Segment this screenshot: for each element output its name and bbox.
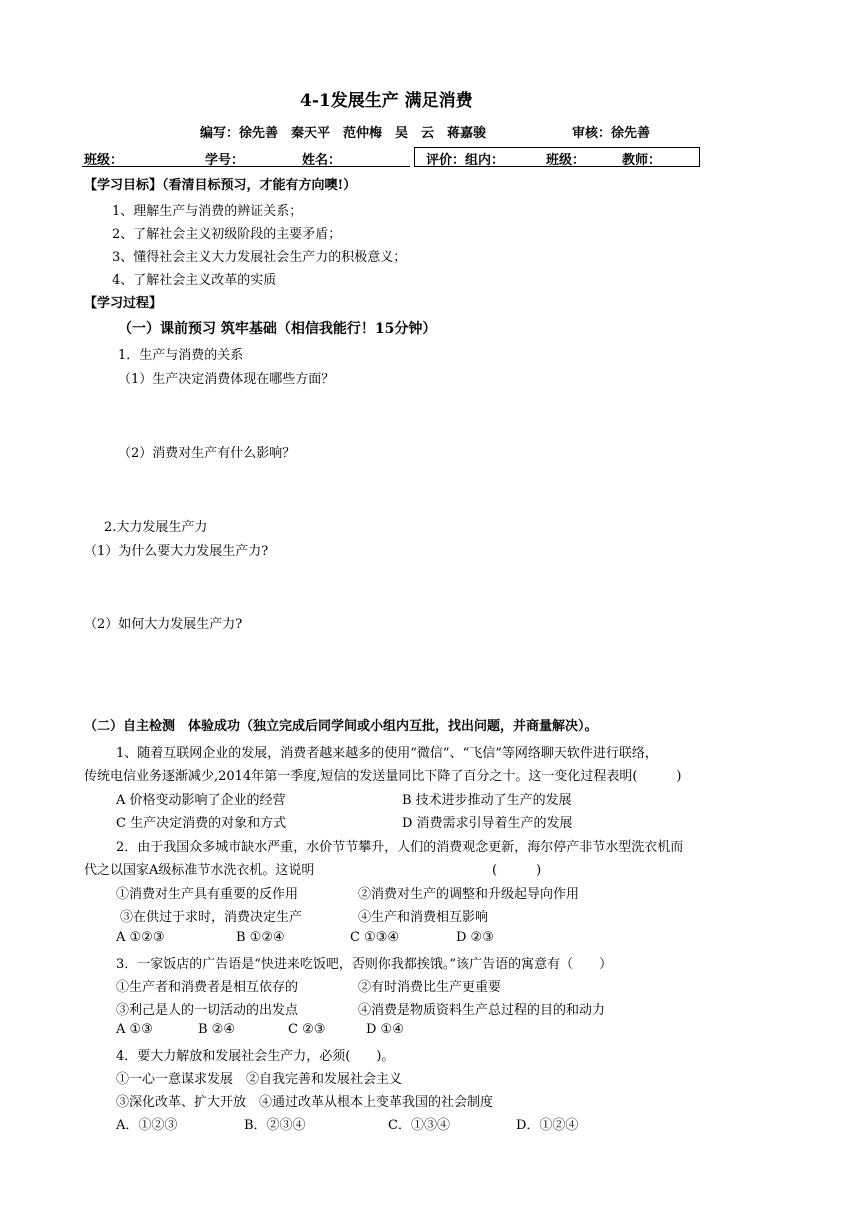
q2-option-a: A ①②③ — [116, 930, 165, 945]
page-title: 4-1发展生产 满足消费 — [300, 91, 473, 111]
q1-sub-b: （2）消费对生产有什么影响？ — [118, 446, 296, 461]
objective-item: 4、了解社会主义改革的实质 — [112, 273, 277, 288]
info-underline — [82, 166, 410, 167]
q4-option-c: C．①③④ — [388, 1118, 450, 1133]
part1-title: （一）课前预习 筑牢基础（相信我能行！15分钟） — [118, 321, 437, 337]
objective-item: 1、理解生产与消费的辨证关系； — [112, 204, 303, 219]
q2-title: 2.大力发展生产力 — [104, 520, 208, 535]
q2-option-d: D ②③ — [456, 930, 494, 945]
q3-option-b: B ②④ — [198, 1022, 235, 1037]
teacher-label: 教师： — [622, 153, 662, 168]
q3-statement-4: ④消费是物质资料生产总过程的目的和动力 — [358, 1003, 606, 1018]
q4-statements-3-4: ③深化改革、扩大开放 ④通过改革从根本上变革我国的社会制度 — [116, 1095, 494, 1110]
part2-title: （二）自主检测 体验成功（独立完成后同学间或小组内互批，找出问题，并商量解决）。 — [84, 719, 598, 734]
q3-option-d: D ①④ — [366, 1022, 404, 1037]
class-label: 班级： — [84, 153, 124, 168]
q1-option-a: A 价格变动影响了企业的经营 — [116, 793, 286, 808]
q2-statement-1: ①消费对生产具有重要的反作用 — [116, 887, 299, 902]
q3-statement-2: ②有时消费比生产更重要 — [358, 980, 502, 995]
q4-option-d: D．①②④ — [516, 1118, 579, 1133]
q3-option-a: A ①③ — [116, 1022, 153, 1037]
process-heading: 【学习过程】 — [84, 296, 163, 311]
q1-option-b: B 技术进步推动了生产的发展 — [402, 793, 572, 808]
q3-stem: 3．一家饭店的广告语是“快进来吃饭吧，否则你我都挨饿。”该广告语的寓意有（ ） — [116, 957, 613, 972]
q2-stem-line1: 2．由于我国众多城市缺水严重，水价节节攀升，人们的消费观念更新，海尔停产非节水型洗衣机而 — [116, 840, 684, 855]
q2-sub-b: （2）如何大力发展生产力? — [84, 617, 243, 632]
number-label: 学号： — [205, 153, 245, 168]
name-label: 姓名： — [302, 153, 342, 168]
authors: 编写：徐先善 秦天平 范仲梅 吴 云 蒋嘉骏 — [200, 126, 487, 141]
q1-title: 1．生产与消费的关系 — [118, 348, 244, 363]
q4-option-b: B．②③④ — [244, 1118, 306, 1133]
q2-answer-paren: ( ) — [492, 863, 542, 878]
evaluation-label: 评价：组内： — [426, 153, 505, 168]
objective-item: 3、懂得社会主义大力发展社会生产力的积极意义； — [112, 250, 407, 265]
q1-sub-a: （1）生产决定消费体现在哪些方面？ — [118, 372, 335, 387]
q1-stem-line2: 传统电信业务逐渐减少,2014年第一季度,短信的发送量同比下降了百分之十。这一变化过程表明( ) — [84, 769, 682, 784]
q4-stem: 4．要大力解放和发展社会生产力，必须( )。 — [116, 1049, 395, 1064]
q2-sub-a: （1）为什么要大力发展生产力? — [84, 544, 269, 559]
q1-option-d: D 消费需求引导着生产的发展 — [402, 816, 573, 831]
q1-stem-line1: 1、随着互联网企业的发展，消费者越来越多的使用“微信”、“飞信”等网络聊天软件进行联络， — [116, 746, 658, 761]
q2-statement-2: ②消费对生产的调整和升级起导向作用 — [358, 887, 580, 902]
q4-statements-1-2: ①一心一意谋求发展 ②自我完善和发展社会主义 — [116, 1072, 403, 1087]
objective-item: 2、了解社会主义初级阶段的主要矛盾； — [112, 227, 342, 242]
reviewer: 审核：徐先善 — [572, 126, 651, 141]
q3-option-c: C ②③ — [288, 1022, 326, 1037]
q2-option-b: B ①②④ — [236, 930, 285, 945]
q3-statement-1: ①生产者和消费者是相互依存的 — [116, 980, 299, 995]
q2-stem-line2: 代之以国家A级标准节水洗衣机。这说明 — [84, 863, 315, 878]
q4-option-a: A．①②③ — [116, 1118, 178, 1133]
q2-statement-4: ④生产和消费相互影响 — [358, 910, 489, 925]
q1-option-c: C 生产决定消费的对象和方式 — [116, 816, 287, 831]
q2-option-c: C ①③④ — [350, 930, 400, 945]
q2-statement-3: ③在供过于求时，消费决定生产 — [120, 910, 303, 925]
objectives-heading: 【学习目标】（看清目标预习，才能有方向噢!） — [84, 178, 357, 193]
q3-statement-3: ③利己是人的一切活动的出发点 — [116, 1003, 299, 1018]
evaluation-class-label: 班级： — [546, 153, 586, 168]
